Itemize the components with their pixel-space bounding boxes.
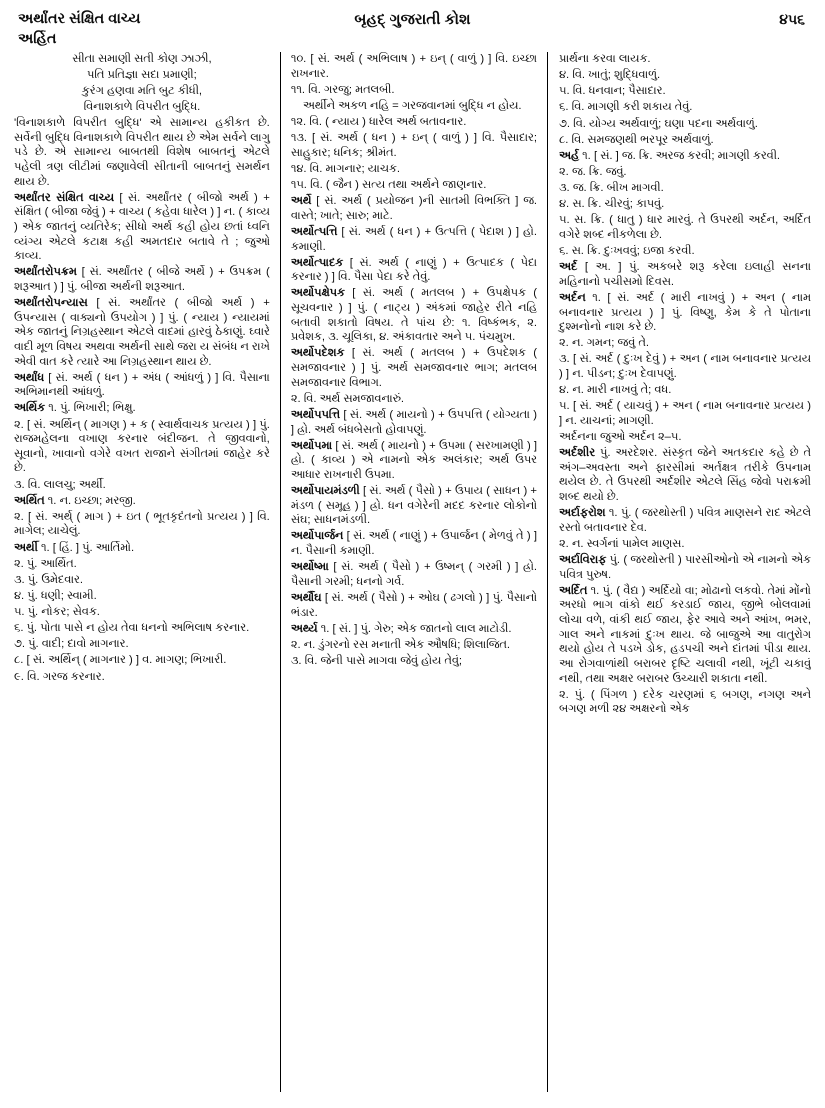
header-left-line2: અર્હિત xyxy=(18,30,57,47)
dictionary-entry xyxy=(559,181,811,196)
entry-text: ૨. [ સં. અર્થિન્ ( માગણ ) + ક ( સ્વાર્થવાચક પ્રત્યય ) ] પું. રાજમહેલના વખાણ કરનાર બંદીજન. તે જીવવાનો, સૂવાનો, ખાવાનો વગેરે વખત રાજાને સંગીતમાં જાહેર કરે છે. xyxy=(14,418,270,475)
entry-headword: અર્દાફરોશ xyxy=(559,507,609,520)
entry-text: ૩. વિ. જેની પાસે માગવા જેવું હોય તેવું; xyxy=(290,654,463,667)
entry-text: ૧૩. [ સં. અર્થ ( ધન ) + ઇન્ ( વાળું ) ] વિ. પૈસાદાર; સાહુકાર; ધનિક; શ્રીમંત. xyxy=(290,132,538,159)
paragraph xyxy=(14,116,270,189)
entry-headword: અર્થોપદેશક xyxy=(290,347,352,360)
dictionary-entry xyxy=(559,68,811,83)
entry-text: ૩. [ સં. અર્દ ( દુઃખ દેવું ) + અન ( નામ બનાવનાર પ્રત્યય ) ] ન. પીડન; દુઃખ દેવાપણું. xyxy=(559,353,811,380)
entry-text: [ સં. અર્થાંતર ( બીજો અર્થ ) + સંક્ષિત ( બીજા જેવું ) + વાચ્ય ( કહેવા ધારેલ ) ] ન. ( કાવ્ય ) એક જાતનું વ્યતિરેક; સીધો અર્થ કહી હોય છતાં ધ્વનિ વ્યંગ્ય એટલે કટાક્ષ કહી અમતદાર બતાવે તે ; જુઓ કાવ્ય. xyxy=(14,191,270,263)
entry-text: [ અ. ] પું. અકબરે શરૂ કરેલા ઇલાહી સનના મહિનાનો પચીસમો દિવસ. xyxy=(559,261,811,288)
dictionary-entry xyxy=(14,557,270,572)
dictionary-entry xyxy=(559,506,811,535)
entry-text: ૧૦. [ સં. અર્થ ( અભિલાષ ) + ઇન્ ( વાળું ) ] વિ. ઇચ્છા રાખનાર. xyxy=(290,53,538,80)
entry-headword: અર્થાંધ xyxy=(14,371,49,384)
entry-text: [ સં. અર્થ ( પૈસો ) + ઓઘ ( ઢગલો ) ] પું. પૈસાનો ભંડાર. xyxy=(290,591,538,619)
entry-text: ૧. પું. ( વૈદ્ય ) અર્દિયો વા; મોઢાનો લકવો. તેમાં મોંનો અરધો ભાગ વાંકો થઈ કરડાઈ જાય, જીભે બોલવામાં લોચા વળે, વાંકી થઈ જાય, ફેર આવે અને આંખ, ભમર, ગાલ અને નાકમાં દુઃખ થાય. જે બાજુએ આ વાતુરોગ થયો હોય તે પડખે ડોક, હડપચી અને દાંતમાં પીડા થાય. આ રોગવાળાંથી બરાબર દૃષ્ટિ ચલાવી નથી, ખૂંટી ચકાવું નથી, તથા અક્ષર બરાબર ઉચ્ચારી શકાતા નથી. xyxy=(559,584,811,685)
dictionary-entry xyxy=(291,392,537,407)
dictionary-entry xyxy=(14,371,270,400)
verse-block xyxy=(14,52,270,115)
entry-text: અર્દનના જુઓ અર્દન ૨–૫. xyxy=(559,431,682,443)
dictionary-entry xyxy=(291,439,537,483)
entry-text: ૪. પું. ધણી; સ્વામી. xyxy=(14,589,97,602)
entry-text: ૧. [ સં. ] પું. ગેરુ; એક જાતનો લાલ માટોડી. xyxy=(320,622,512,635)
dictionary-entry xyxy=(291,484,537,528)
entry-text: ૨. જ. ક્રિ. જવું. xyxy=(559,165,627,178)
dictionary-entry xyxy=(559,291,811,335)
dictionary-entry xyxy=(559,165,811,180)
entry-headword: અર્હ xyxy=(559,149,583,162)
entry-text: ૧. પું. ( જરથોસ્તી ) પવિત્ર માણસને રાદ એટલે રસ્તો બતાવનાર દેવ. xyxy=(559,507,811,534)
entry-headword: અર્થાંતર સંક્ષિત વાચ્ય xyxy=(14,191,120,204)
entry-text: ૧૪. વિ. માગનાર; યાચક. xyxy=(290,162,400,175)
dictionary-entry xyxy=(559,336,811,351)
dictionary-entry xyxy=(291,638,537,653)
entry-headword: અર્થિત xyxy=(14,494,48,507)
dictionary-entry xyxy=(14,653,270,668)
entry-headword: અર્થિક xyxy=(14,402,49,415)
entry-text: ૮. વિ. સમજણથી ભરપૂર અર્થવાળું. xyxy=(559,133,714,146)
dictionary-entry xyxy=(14,494,270,509)
entry-headword: અર્દ xyxy=(559,261,585,274)
entry-headword: અર્થોત્પાદક xyxy=(290,256,350,269)
entry-headword: અર્દશીર xyxy=(559,447,601,460)
page-header xyxy=(14,10,811,50)
entry-text: ૧. ન. ઇચ્છા; મરજી. xyxy=(47,494,136,507)
dictionary-entry xyxy=(14,401,270,416)
entry-text: ૨. વિ. અર્થ સમજાવનારું. xyxy=(290,392,405,405)
entry-headword: અર્થે xyxy=(290,195,317,208)
entry-text: ૬. સ. ક્રિ. દુઃખવવું; ઇજા કરવી. xyxy=(559,245,695,257)
entry-text: ૨. પું. આર્થિત. xyxy=(14,557,77,570)
entry-headword: અર્દન xyxy=(559,291,593,304)
entry-text: [ સં. અર્થ ( માયનો ) + ઉપમા ( સરખામણી ) ] હ્રો. ( કાવ્ય ) એ નામનો એક અલંકાર; અર્થ ઉપર આધાર રાખનારી ઉપમા. xyxy=(290,439,538,481)
entry-headword: અર્થોપપત્તિ xyxy=(290,408,344,421)
dictionary-entry xyxy=(14,478,270,493)
entry-text: ૬. વિ. માગણી કરી શકાય તેવું. xyxy=(559,101,693,114)
entry-text: [ સં. અર્થ ( પૈસો ) + ઉષ્મન્ ( ગરમી ) ] હ્રો. પૈસાની ગરમી; ધનનો ગર્વ. xyxy=(290,561,538,588)
verse-line: વિનાશકાળે વિપરીત બુદ્ધિ. xyxy=(83,101,201,114)
three-column-body xyxy=(14,52,811,1100)
entry-text: ૪. ન. મારી નાખવું તે; વધ. xyxy=(559,384,672,397)
dictionary-entry xyxy=(559,399,811,428)
entry-text: ૩. જ. ક્રિ. બીખ માગવી. xyxy=(559,182,664,194)
entry-headword: અર્થોપાર્જન xyxy=(290,530,347,543)
entry-text: ૨. ન. ડુંગરનો રસ મનાતી એક ઔષધિ; શિલાજિત. xyxy=(290,638,511,651)
entry-text: ૮. [ સં. અર્થિન્ ( માગનાર ) ] વ. માગણ; ભિખારી. xyxy=(14,654,227,667)
entry-text: ૫. સ. ક્રિ. ( ધાતુ ) ધાર મારવું. તે ઉપરથી અર્દન, અર્દિત વગેરે શબ્દ નીકળેલા છે. xyxy=(559,214,811,241)
dictionary-entry xyxy=(291,622,537,637)
dictionary-entry xyxy=(14,510,270,539)
entry-text: પું. ( જરથોસ્તી ) પારસીઓનો એ નામનો એક પવિત્ર પુરુષ. xyxy=(559,554,811,581)
entry-text: ૧. [ હિં. ] પું. આર્તિમો. xyxy=(40,541,135,554)
dictionary-entry xyxy=(291,591,537,620)
header-title: બૃહદ્ ગુજરાતી કોશ xyxy=(354,11,471,28)
dictionary-entry xyxy=(14,296,270,369)
entry-text: ૧. પું. ભિખારી; ભિક્ષુ. xyxy=(48,402,136,415)
dictionary-entry xyxy=(14,191,270,264)
entry-text: ૭. વિ. યોગ્ય અર્થવાળું; ઘણા પદના અર્થવાળું. xyxy=(559,117,758,130)
dictionary-entry xyxy=(14,541,270,556)
entry-text: [ સં. અર્થ ( મતલબ ) + ઉપદેશક ( સમજાવનાર ) ] પું. અર્થ સમજાવનાર ભાગ; મતલબ સમજાવનાર વિભાગ. xyxy=(290,347,538,389)
entry-headword: અર્દાવિરાફ xyxy=(559,554,610,566)
entry-text: ૩. પું. ઉમેદવાર. xyxy=(14,573,84,586)
dictionary-entry xyxy=(291,346,537,390)
entry-headword: અર્થોપમા xyxy=(290,439,336,452)
entry-text: ૧૫. વિ. ( જૈન ) સત્ય તથા અર્થને જાણનાર. xyxy=(290,179,487,191)
entry-text: ૨. [ સં. અર્થ્ ( માગ ) + ઇત ( ભૂતકૃદંતનો પ્રત્યય ) ] વિ. માગેલ; યાચેલું. xyxy=(14,510,270,538)
entry-text: [ સં. અર્થ ( ધન ) + ઉત્પત્તિ ( પેદાશ ) ] હો. કમાણી. xyxy=(290,225,538,253)
dictionary-entry xyxy=(559,84,811,99)
entry-headword: અર્થાંતરોપક્રમ xyxy=(14,266,82,279)
dictionary-entry xyxy=(14,621,270,636)
dictionary-entry xyxy=(291,225,537,254)
entry-text: ૩. વિ. લાલચુ; અર્થી. xyxy=(14,478,106,491)
dictionary-entry xyxy=(291,52,537,81)
entry-text: અર્થીને અકળ નહિ = ગરજવાનમાં બુદ્ધિ ન હોય. xyxy=(302,99,522,112)
entry-headword: અર્થોત્પત્તિ xyxy=(290,225,342,238)
dictionary-entry xyxy=(291,256,537,285)
dictionary-entry xyxy=(559,383,811,398)
entry-headword: અર્થોપાયમંડળી xyxy=(290,485,363,497)
dictionary-entry xyxy=(14,637,270,652)
entry-headword: અર્થ્ય xyxy=(290,622,321,635)
dictionary-entry xyxy=(14,418,270,477)
entry-text: પ્રાર્થના કરવા લાયક. xyxy=(559,53,651,65)
entry-text: ૨. ન. ગમન; જવું તે. xyxy=(559,337,650,350)
dictionary-entry xyxy=(559,133,811,148)
entry-text: [ સં. અર્થ ( નાણું ) + ઉત્પાદક ( પેદા કરનાર ) ] વિ. પૈસા પેદા કરે તેવું. xyxy=(290,256,538,284)
entry-headword: અર્થૌઘ xyxy=(290,591,325,604)
entry-text: ૫. પું. નોકર; સેવક. xyxy=(14,606,100,619)
entry-headword: અર્થાંતરોપન્યાસ xyxy=(14,297,97,310)
entry-text: [ સં. અર્થ ( પ્રયોજન )ની સાતમી વિભક્તિ ] જ. વાસ્તે; ખાતે; સારુ; માટે. xyxy=(290,195,538,222)
dictionary-entry xyxy=(291,178,537,193)
dictionary-entry xyxy=(14,605,270,620)
dictionary-entry xyxy=(291,115,537,130)
entry-text: [ સં. અર્થાંતર ( બીજો અર્થ ) + ઉપન્યાસ ( વાક્યનો ઉપયોગ ) ] પું. ( ન્યાય ) ન્યાયમાં એક જાતનું નિગ્રહસ્થાન એટલે વાદમાં હારવું ઠેકાણું. ઘ્‍વારે વાદી મૂળ વિષય અથવા અર્થની સાથે જરા ય સંબંધ ન રાખે એવી વાત કરે ત્યારે આ નિગ્રહસ્થાન થાય છે. xyxy=(14,297,270,368)
entry-text: ૧૧. વિ. ગરજુ; મતલબી. xyxy=(290,83,395,96)
entry-headword: અર્થી xyxy=(14,541,41,554)
column-2 xyxy=(281,52,547,1100)
dictionary-entry xyxy=(559,117,811,132)
dictionary-entry xyxy=(559,213,811,242)
dictionary-entry xyxy=(291,286,537,345)
entry-text: ૫. વિ. ધનવાન; પૈસાદાર. xyxy=(559,85,666,98)
entry-text: ૧. [ સં. ] જ. ક્રિ. અરજ કરવી; માગણી કરવી. xyxy=(582,149,781,162)
dictionary-entry xyxy=(559,553,811,582)
dictionary-entry xyxy=(559,52,811,67)
column-1 xyxy=(14,52,280,1100)
entry-text: [ સં. અર્થ ( નાણું ) + ઉપાર્જન ( મેળવું તે ) ] ન. પૈસાની કમાણી. xyxy=(290,530,538,557)
entry-text: [ સં. અર્થ ( પૈસો ) + ઉપાય ( સાધન ) + મંડળ ( સમૂહ ) ] હ્રો. ધન વગેરેની મદદ કરનાર લોકોનો સંઘ; સાધનમંડળી. xyxy=(290,485,538,527)
dictionary-entry xyxy=(14,670,270,685)
entry-text: [ સં. અર્થ ( ધન ) + અંધ ( આંધળું ) ] વિ. પૈસાના અભિમાનથી આંધળું. xyxy=(14,371,270,399)
dictionary-entry xyxy=(14,573,270,588)
dictionary-entry xyxy=(291,99,537,114)
entry-text: ૪. સ. ક્રિ. ચીરવું; કાપવું. xyxy=(559,198,665,211)
dictionary-entry xyxy=(559,197,811,212)
dictionary-entry xyxy=(559,352,811,381)
dictionary-entry xyxy=(291,162,537,177)
dictionary-entry xyxy=(291,408,537,437)
entry-headword: અર્થોપક્ષેપક xyxy=(290,287,353,300)
verse-line: કુરંગ હણવા મતિ બુટ કીધી, xyxy=(81,85,203,98)
dictionary-entry xyxy=(291,131,537,160)
entry-text: [ સં. અર્થાંતર ( બીજે અર્થે ) + ઉપક્રમ ( શરૂઆત ) ] પું. બીજા અર્થની શરૂઆત. xyxy=(14,266,270,293)
dictionary-entry xyxy=(291,83,537,98)
page-number: ૪૫૬ xyxy=(779,11,805,27)
verse-line: પતિ પ્રતિજ્ઞા સદા પ્રમાણી; xyxy=(87,69,197,82)
dictionary-entry xyxy=(291,529,537,558)
dictionary-entry xyxy=(559,688,811,717)
dictionary-entry xyxy=(559,260,811,289)
dictionary-entry xyxy=(559,244,811,259)
entry-text: [ સં. અર્થ ( મતલબ ) + ઉપક્ષેપક ( સૂચવનાર ) ] પું. ( નાટ્ય ) અંકમાં જાહેર રીતે નહિ બતાવી શકાતો વિષય. તે પાંચ છે: ૧. વિષ્કંભક, ૨. પ્રવેશક, ૩. ચૂલિકા, ૪. અંકાવતાર અને ૫. પંચમુખ. xyxy=(290,287,538,344)
entry-text: ૫. [ સં. અર્દ ( યાચવું ) + અન ( નામ બનાવનાર પ્રત્યય ) ] ન. યાચનાં; માગણી. xyxy=(559,400,811,427)
entry-text: 'વિનાશકાળે વિપરીત બુદ્ધિ' એ સામાન્ય હકીકત છે. સર્વેની બુદ્ધિ વિનાશકાળે વિપરીત થાય છે એમ સર્વને લાગુ પડે છે. એ સામાન્ય બાબતથી વિશેષ બાબતનું એટલે પહેલી ત્રણ લીટીમાં જણાવેલી સીતાની બાબતનું સમર્થન થાય છે. xyxy=(14,117,270,188)
entry-text: પું. અરદેશર. સંસ્કૃત જેને અતકદાર કહે છે તે અંગ–અવસ્તા અને ફારસીમાં અર્તક્ષત્ર તરીકે ઉપનામ થયેલ છે. તે ઉપરથી અર્દશીર એટલે સિંહ જેવો પરાક્રમી શબ્દ થયો છે. xyxy=(559,447,811,503)
entry-headword: અર્થોષ્મા xyxy=(290,561,334,574)
entry-text: ૭. પું. વાદી; દાવો માગનાર. xyxy=(14,638,129,651)
entry-text: ૪. વિ. ખાતું; શુદ્ધિવાળું. xyxy=(559,69,661,82)
dictionary-entry xyxy=(291,560,537,589)
entry-text: ૧. [ સં. અર્દ ( મારી નાખવું ) + અન ( નામ બનાવનાર પ્રત્યય ) ] પું. વિષ્ણુ, કેમ કે તે પોતાના દુશ્મનોનો નાશ કરે છે. xyxy=(559,291,811,334)
dictionary-entry xyxy=(559,537,811,552)
dictionary-entry xyxy=(559,446,811,505)
verse-line: સીતા સમાણી સતી કોણ ઝાઝી, xyxy=(72,53,212,65)
dictionary-entry xyxy=(14,589,270,604)
dictionary-entry xyxy=(14,265,270,294)
entry-text: ૬. પું. પોતા પાસે ન હોય તેવા ધનનો અભિલાષ કરનાર. xyxy=(14,622,250,635)
dictionary-entry xyxy=(559,584,811,686)
dictionary-entry xyxy=(291,654,537,669)
dictionary-entry xyxy=(559,430,811,445)
entry-text: ૧૨. વિ. ( ન્યાય ) ધારેલ અર્થ બતાવનાર. xyxy=(290,116,467,128)
entry-text: [ સં. અર્થ ( માયનો ) + ઉપપત્તિ ( યોગ્યતા ) ] હ્રો. અર્થ બંધબેસતો હોવાપણું. xyxy=(290,408,538,436)
entry-text: ૨. પું. ( પિંગળ ) દરેક ચરણમાં ૬ બગણ, નગણ અને બગણ મળી ૨૪ અક્ષરનો એક xyxy=(559,688,811,716)
entry-text: ૨. ન. સ્વર્ગનાં પામેલ માણસ. xyxy=(559,537,685,550)
dictionary-entry xyxy=(559,100,811,115)
entry-text: ૯. વિ. ગરજ કરનાર. xyxy=(14,670,105,683)
header-left-line1: અર્થાં‌તર સંક્ષિત વાચ્ય xyxy=(18,11,141,27)
dictionary-entry xyxy=(559,149,811,164)
entry-headword: અર્દિત xyxy=(559,584,591,597)
column-3 xyxy=(548,52,811,1100)
dictionary-entry xyxy=(291,194,537,223)
